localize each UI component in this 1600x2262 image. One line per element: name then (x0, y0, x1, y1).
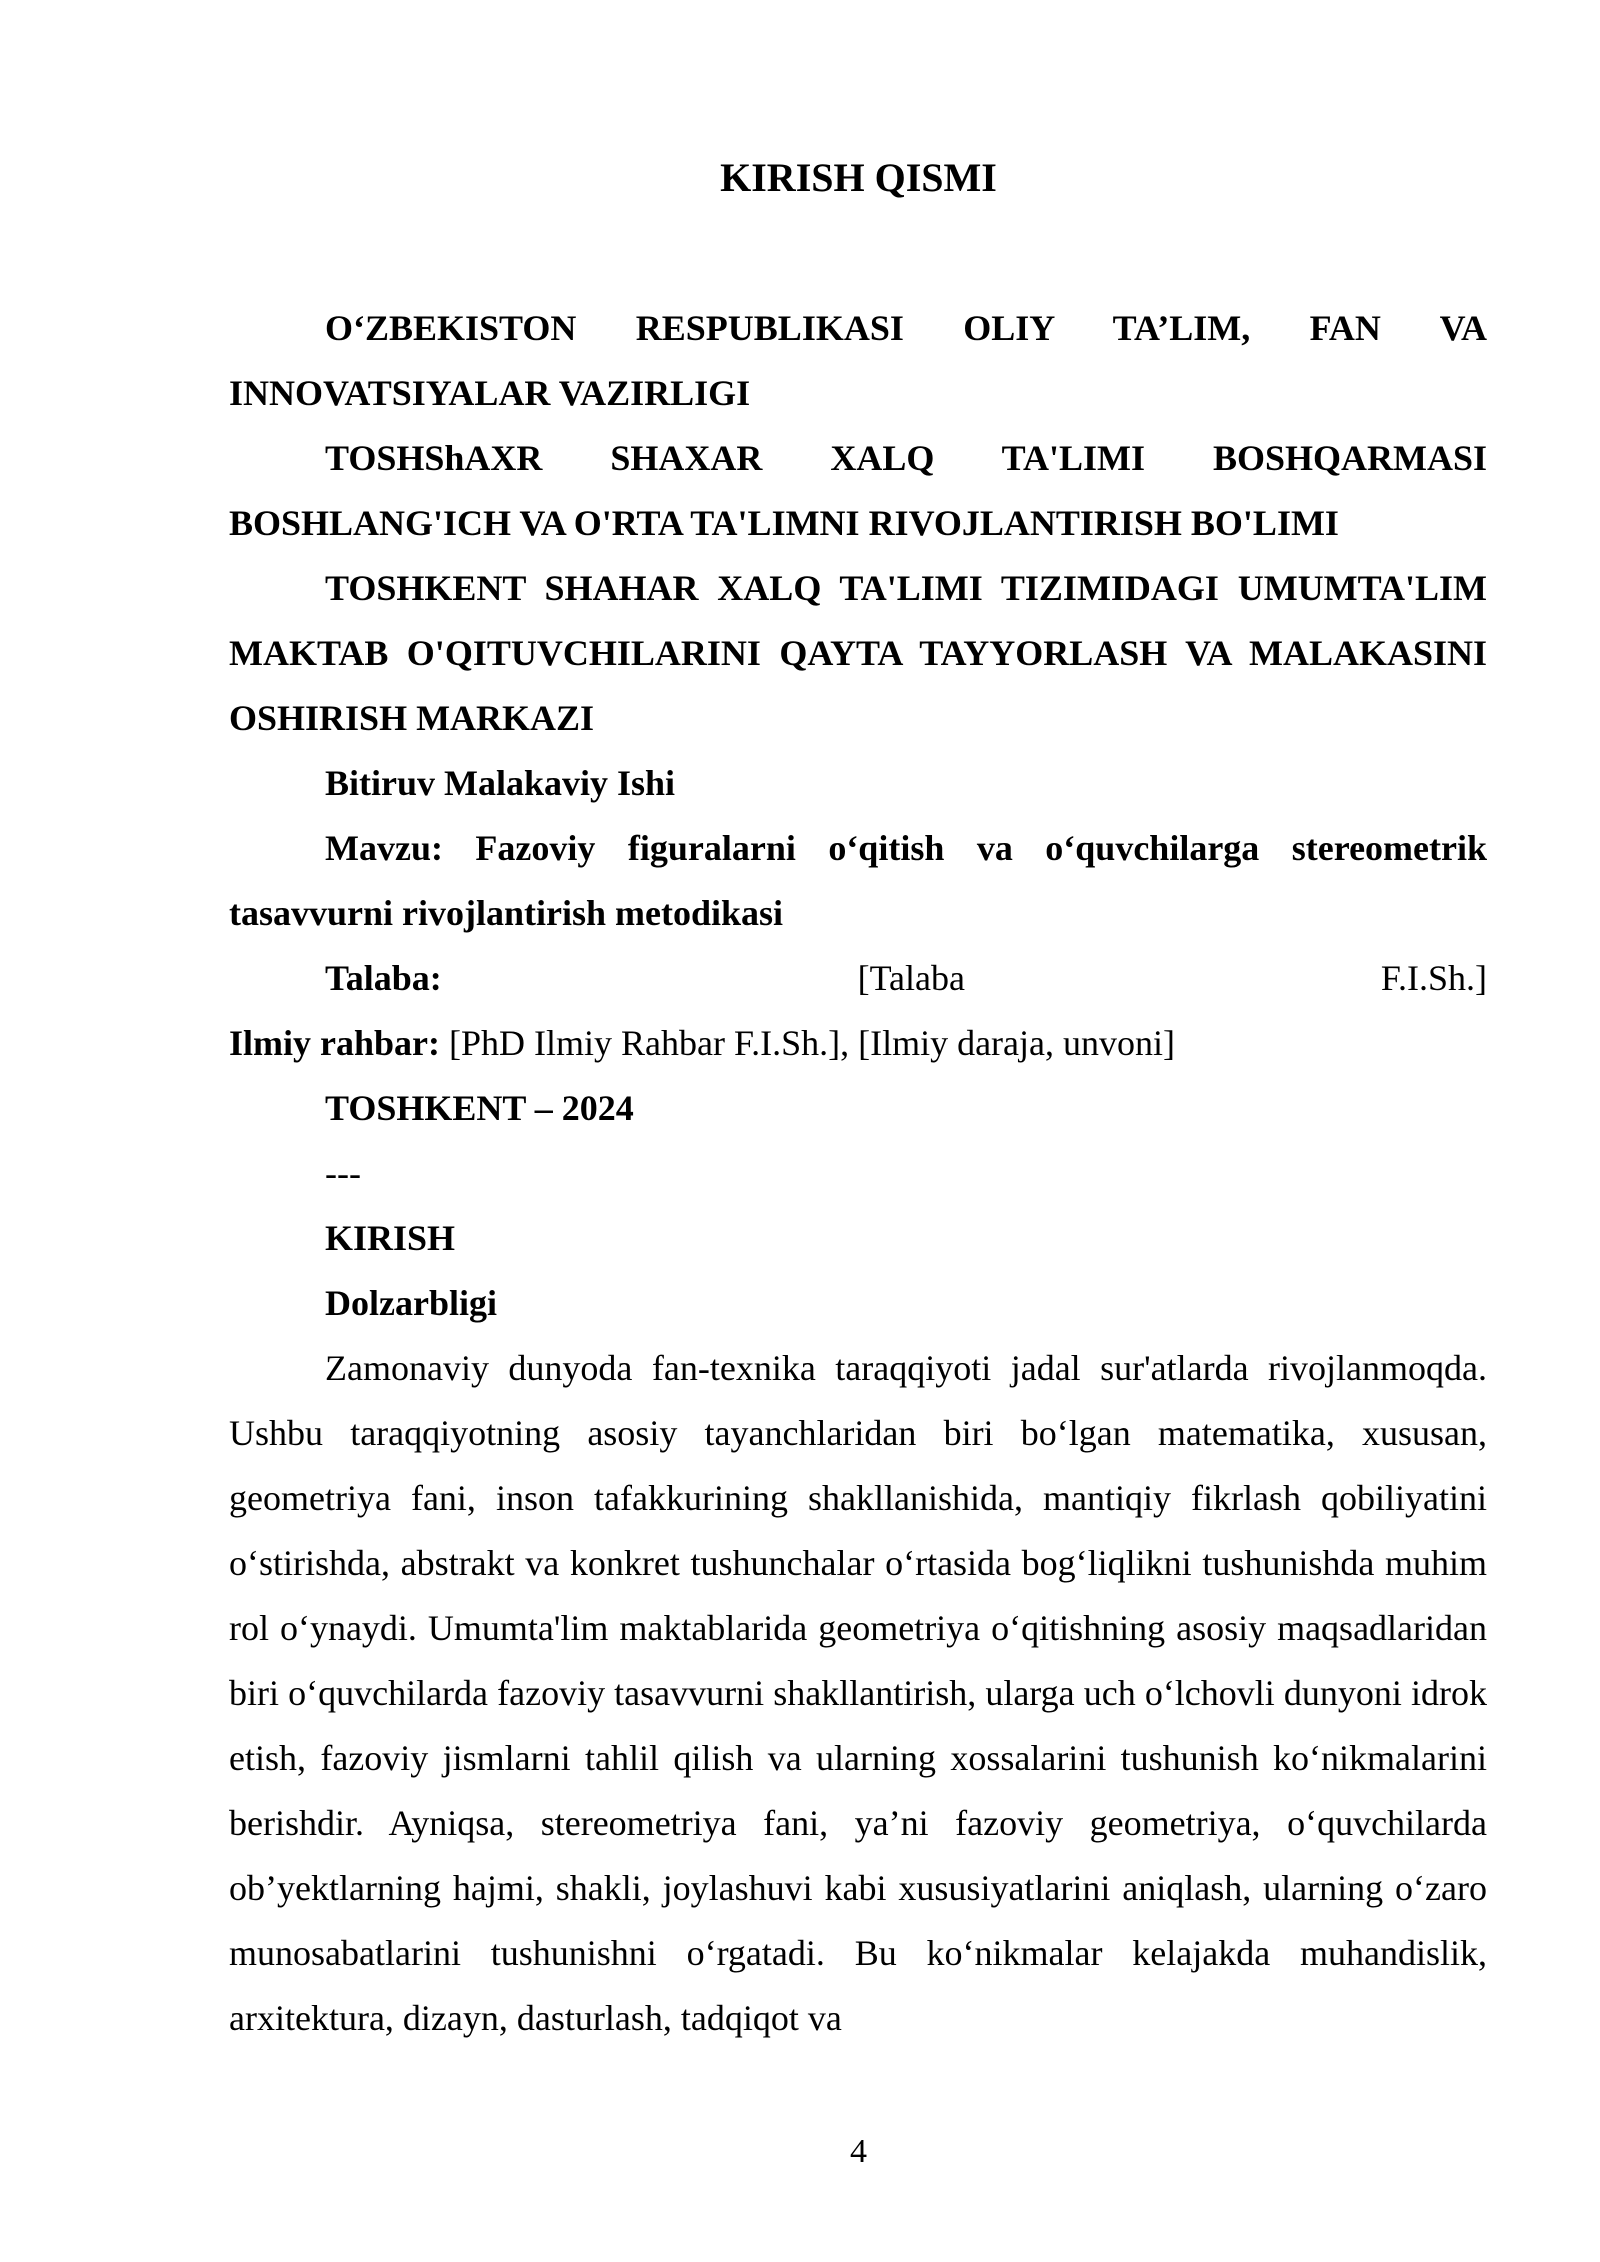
department-name: TOSHShAXR SHAXAR XALQ TA'LIMI BOSHQARMASI BOSHLANG'ICH VA O'RTA TA'LIMNI RIVOJLANTIRISH BO'LIMI (229, 438, 1487, 543)
student-value-second: F.I.Sh.] (1380, 958, 1487, 998)
ministry-name: O‘ZBEKISTON RESPUBLIKASI OLIY TA’LIM, FAN VA INNOVATSIYALAR VAZIRLIGI (229, 308, 1487, 413)
center-name: TOSHKENT SHAHAR XALQ TA'LIMI TIZIMIDAGI UMUMTA'LIM MAKTAB O'QITUVCHILARINI QAYTA TAYYORLASH VA MALAKASINI OSHIRISH MARKAZI (229, 568, 1487, 738)
advisor-value: [PhD Ilmiy Rahbar F.I.Sh.], [Ilmiy daraja, unvoni] (449, 1023, 1175, 1063)
page-heading: KIRISH QISMI (720, 155, 997, 200)
section-title: KIRISH (325, 1218, 456, 1258)
student-value-first: [Talaba (857, 958, 965, 998)
document-body (229, 296, 1487, 2051)
topic: Mavzu: Fazoviy figuralarni o‘qitish va o‘quvchilarga stereometrik tasavvurni rivojlantirish metodikasi (229, 828, 1487, 933)
subsection-title: Dolzarbligi (325, 1283, 497, 1323)
advisor-label: Ilmiy rahbar: (229, 1023, 440, 1063)
separator: --- (325, 1153, 361, 1193)
body-paragraph: Zamonaviy dunyoda fan-texnika taraqqiyoti jadal sur'atlarda rivojlanmoqda. Ushbu taraqqiyotning asosiy tayanchlaridan biri bo‘lgan matematika, xususan, geometriya fani, inson tafakkurining shakllanishida, mantiqiy fikrlash qobiliyatini o‘stirishda, abstrakt va konkret tushunchalar o‘rtasida bog‘liqlikni tushunishda muhim rol o‘ynaydi. Umumta'lim maktablarida geometriya o‘qitishning asosiy maqsadlaridan biri o‘quvchilarda fazoviy tasavvurni shakllantirish, ularga uch o‘lchovli dunyoni idrok etish, fazoviy jismlarni tahlil qilish va ularning xossalarini tushunish ko‘nikmalarini berishdir. Ayniqsa, stereometriya fani, ya’ni fazoviy geometriya, o‘quvchilarda ob’yektlarning hajmi, shakli, joylashuvi kabi xususiyatlarini aniqlash, ularning o‘zaro munosabatlarini tushunishni o‘rgatadi. Bu ko‘nikmalar kelajakda muhandislik, arxitektura, dizayn, dasturlash, tadqiqot va (229, 1348, 1487, 2038)
work-type: Bitiruv Malakaviy Ishi (325, 763, 676, 803)
student-line (229, 946, 1487, 1011)
city-year: TOSHKENT – 2024 (325, 1088, 634, 1128)
student-label: Talaba: (325, 958, 442, 998)
advisor-line (229, 1011, 1487, 1076)
page-number: 4 (850, 2133, 867, 2170)
